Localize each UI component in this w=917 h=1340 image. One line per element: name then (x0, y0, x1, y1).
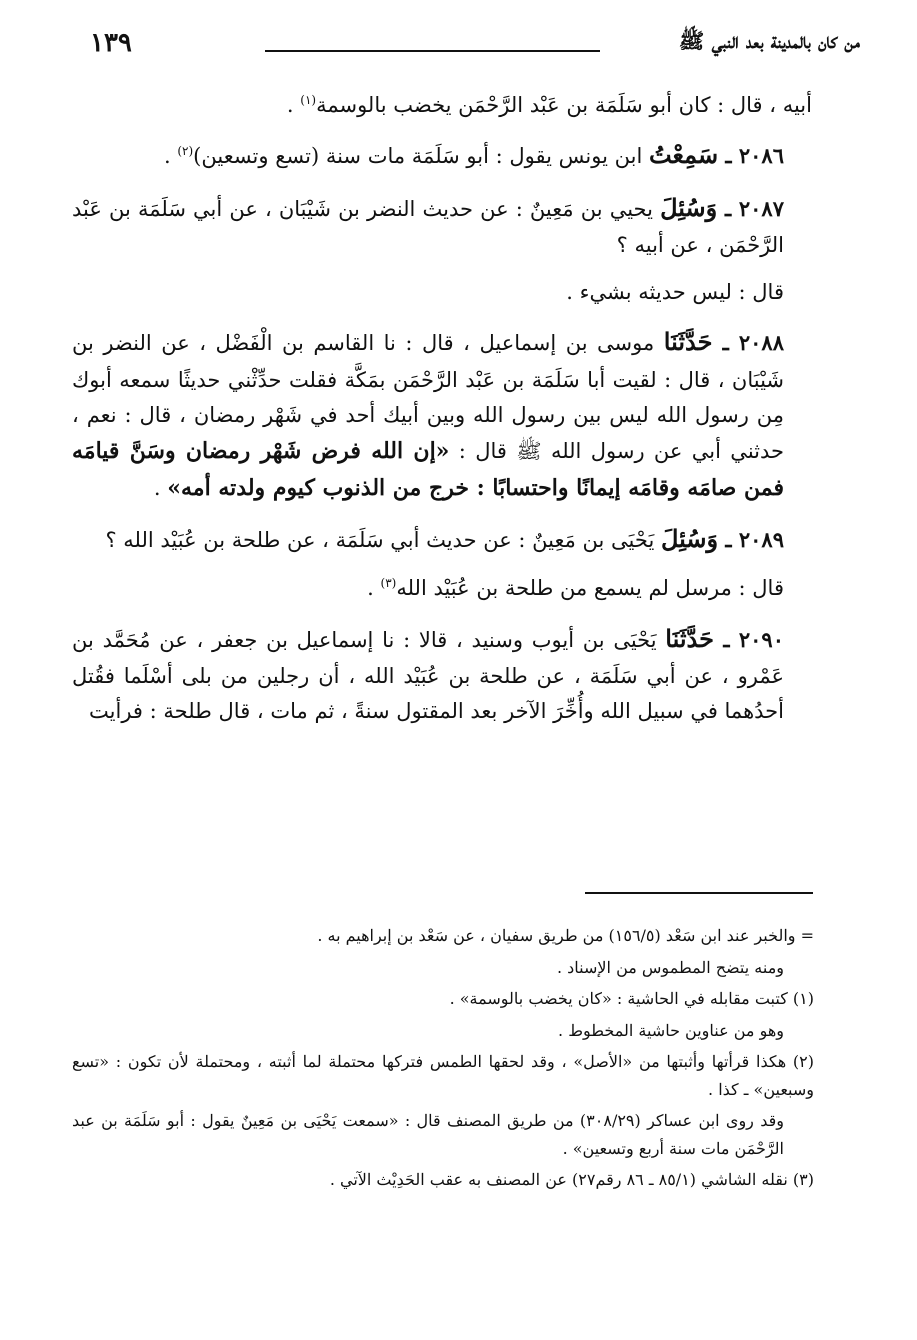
footnote-separator (585, 892, 813, 894)
header-rule (265, 50, 600, 52)
entry-number: ٢٠٨٨ ـ (712, 330, 784, 356)
running-title: من كان بالمدينة بعد النبي ﷺ (678, 28, 860, 53)
footnotes (72, 922, 814, 1198)
entry-number: ٢٠٨٩ ـ (718, 527, 784, 553)
entry-lead-word: حَدَّثَنَا (665, 623, 714, 653)
hadith-quote: «إن الله فرض شَهْر رمضان وسَنَّ قيامَه فمن صامَه وقامَه إيمانًا واحتسابًا : خرج من الذنوب كيوم ولدته أمه» (72, 438, 784, 502)
footnote-continuation-line: ومنه يتضح المطموس من الإسناد . (557, 957, 784, 977)
entry-2089-answer: قال : مرسل لم يسمع من طلحة بن عُبَيْد الله$^{(٣)}$ . (367, 576, 784, 601)
footnote-2: (٢) هكذا قرأتها وأثبتها من «الأصل» ، وقد لحقها الطمس فتركها محتملة لما أثبته ، ومحتملة لأن تكون : «تسع وسبعين» ـ كذا . (72, 1052, 814, 1099)
entry-2090: ٢٠٩٠ ـ حَدَّثَنَا يَحْيَى بن أيوب وسنيد ، قالا : نا إسماعيل بن جعفر ، عن مُحَمَّد بن عَمْرو ، عن أبي سَلَمَة ، عن طلحة بن عُبَيْد الله ، أن رجلين من بلى أسْلَما فقُتل أحدُهما في سبيل الله وأُخِّرَ الآخر بعد المقتول سنةً ، ثم مات ، قال طلحة : فرأيت (72, 623, 784, 724)
page-number: ١٣٩ (90, 28, 132, 58)
footnote-1-line: وهو من عناوين حاشية المخطوط . (558, 1020, 784, 1040)
footnote-ref-2: (٢) (177, 144, 194, 159)
entry-2089: ٢٠٨٩ ـ وَسُئِلَ يَحْيَى بن مَعِينٌ : عن حديث أبي سَلَمَة ، عن طلحة بن عُبَيْد الله ؟ (105, 524, 784, 554)
footnote-ref-3: (٣) (380, 576, 397, 591)
footnote-1: (١) كتبت مقابله في الحاشية : «كان يخضب بالوسمة» . (449, 989, 814, 1009)
entry-2088: ٢٠٨٨ ـ حَدَّثَنَا موسى بن إسماعيل ، قال : نا القاسم بن الْفَضْل ، عن النضر بن شَيْبَان ، قال : لقيت أبا سَلَمَة بن عَبْد الرَّحْمَن بمَكَّة فقلت حدِّثْني حديثًا سمعه أبوك مِن رسول الله ليس بين رسول الله وبين أبيك أحد في شَهْر رمضان ، قال : نعم ، حدثني أبي عن رسول الله ﷺ قال : «إن الله فرض شَهْر رمضان وسَنَّ قيامَه فمن صامَه وقامَه إيمانًا واحتسابًا : خرج من الذنوب كيوم ولدته أمه» . (72, 327, 785, 502)
entry-lead-word: وَسُئِلَ (660, 192, 718, 222)
entry-number: ٢٠٨٦ ـ (718, 143, 784, 169)
entry-lead-word: وَسُئِلَ (660, 524, 719, 554)
entry-2086: ٢٠٨٦ ـ سَمِعْتُ ابن يونس يقول : أبو سَلَمَة مات سنة (تسع وتسعين)$^{(٢)}$ . (163, 140, 784, 170)
main-text (72, 88, 812, 742)
footnote-2-line: وقد روى ابن عساكر (٣٠٨/٢٩) من طريق المصنف قال : «سمعت يَحْيَى بن مَعِينٌ يقول : أبو سَلَمَة بن عبد الرَّحْمَن مات سنة أربع وتسعين» . (72, 1111, 784, 1158)
continuation-paragraph: أبيه ، قال : كان أبو سَلَمَة بن عَبْد الرَّحْمَن يخضب بالوسمة$^{(١)}$ . (286, 93, 812, 117)
entry-lead-word: حَدَّثَنَا (663, 327, 713, 357)
entry-2087-answer: قال : ليس حديثه بشيء . (566, 280, 784, 305)
entry-number: ٢٠٨٧ ـ (717, 195, 784, 221)
footnote-3: (٣) نقله الشاشي (٨٥/١ ـ ٨٦ رقم٢٧) عن المصنف به عقب الحَدِيْث الآتي . (329, 1170, 814, 1190)
footnote-ref-1: (١) (300, 93, 317, 107)
page-header (80, 28, 860, 72)
entry-number: ٢٠٩٠ ـ (713, 626, 784, 652)
entry-2087: ٢٠٨٧ ـ وَسُئِلَ يحيي بن مَعِينٌ : عن حديث النضر بن شَيْبَان ، عن أبي سَلَمَة بن عَبْد الرَّحْمَن ، عن أبيه ؟ (72, 192, 784, 257)
entry-lead-word: سَمِعْتُ (648, 140, 719, 170)
footnote-continuation: = والخبر عند ابن سَعْد (١٥٦/٥) من طريق سفيان ، عن سَعْد بن إبراهيم به . (317, 926, 814, 945)
